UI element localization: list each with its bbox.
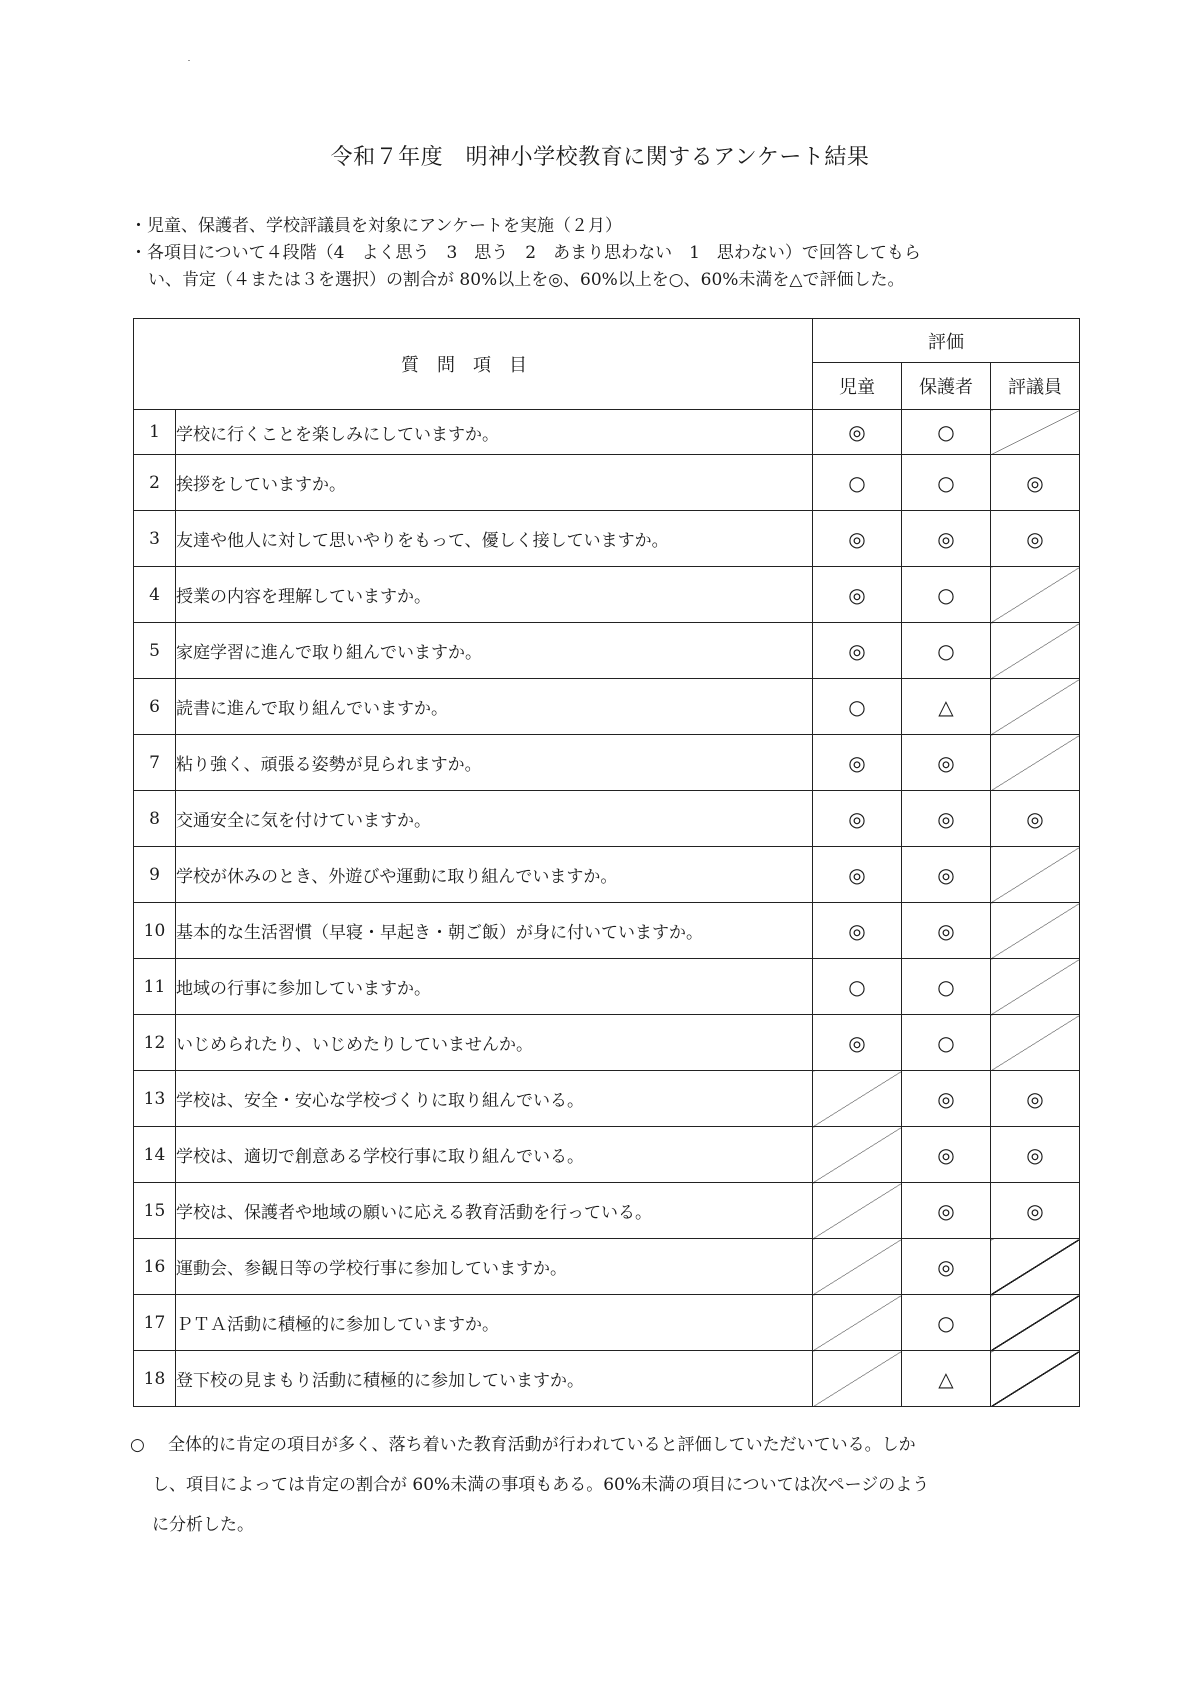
table-row [134,735,1080,791]
intro-notes [130,213,1090,294]
parents-rating: ◎ [902,791,991,847]
councilors-rating-not-applicable [991,959,1080,1015]
row-number: 13 [134,1071,176,1127]
students-rating: ◎ [813,511,902,567]
question-text: ＰＴＡ活動に積極的に参加していますか。 [176,1295,813,1351]
parents-rating: ◎ [902,1239,991,1295]
parents-rating: △ [902,1351,991,1407]
parents-rating: ○ [902,1015,991,1071]
question-text: 運動会、参観日等の学校行事に参加していますか。 [176,1239,813,1295]
question-text: 家庭学習に進んで取り組んでいますか。 [176,623,813,679]
row-number: 4 [134,567,176,623]
row-number: 17 [134,1295,176,1351]
parents-rating: ○ [902,410,991,455]
students-rating-not-applicable [813,1295,902,1351]
evaluation-header: 評価 [813,319,1080,363]
councilors-rating: ◎ [991,1183,1080,1239]
table-row [134,1183,1080,1239]
table-row [134,1295,1080,1351]
row-number: 11 [134,959,176,1015]
table-row [134,511,1080,567]
row-number: 18 [134,1351,176,1407]
question-text: 友達や他人に対して思いやりをもって、優しく接していますか。 [176,511,813,567]
table-row [134,903,1080,959]
intro-line-2: ・各項目について４段階（4 よく思う 3 思う 2 あまり思わない 1 思わない）で回答してもら [130,243,921,263]
table-row [134,1239,1080,1295]
summary-text-1: 全体的に肯定の項目が多く、落ち着いた教育活動が行われていると評価していただいている。しか [168,1435,916,1455]
question-text: いじめられたり、いじめたりしていませんか。 [176,1015,813,1071]
intro-line-3: い、肯定（４または３を選択）の割合が 80%以上を◎、60%以上を○、60%未満を△で評価した。 [148,270,905,290]
parents-rating: ○ [902,623,991,679]
councilors-rating-not-applicable [991,623,1080,679]
parents-rating: ◎ [902,1071,991,1127]
parents-rating: ◎ [902,903,991,959]
question-text: 地域の行事に参加していますか。 [176,959,813,1015]
parents-rating: ○ [902,455,991,511]
students-rating: ○ [813,455,902,511]
row-number: 9 [134,847,176,903]
students-rating-not-applicable [813,1183,902,1239]
parents-rating: △ [902,679,991,735]
survey-body [134,410,1080,1407]
question-text: 基本的な生活習慣（早寝・早起き・朝ご飯）が身に付いていますか。 [176,903,813,959]
table-row [134,847,1080,903]
parents-rating: ◎ [902,847,991,903]
students-rating: ◎ [813,410,902,455]
parents-rating: ◎ [902,1183,991,1239]
row-number: 12 [134,1015,176,1071]
students-rating: ◎ [813,623,902,679]
summary-line-3: に分析した。 [152,1515,254,1535]
councilors-rating: ◎ [991,1071,1080,1127]
students-rating-not-applicable [813,1351,902,1407]
question-header: 質問項目 [134,319,813,410]
parents-rating: ○ [902,959,991,1015]
students-rating: ◎ [813,1015,902,1071]
councilors-rating-not-applicable [991,679,1080,735]
councilors-rating-not-applicable [991,1295,1080,1351]
row-number: 10 [134,903,176,959]
students-rating: ○ [813,679,902,735]
summary-line-1 [130,1425,1080,1465]
table-row [134,1015,1080,1071]
page-title: 令和７年度 明神小学校教育に関するアンケート結果 [330,145,870,170]
councilors-rating-not-applicable [991,903,1080,959]
question-text: 学校は、安全・安心な学校づくりに取り組んでいる。 [176,1071,813,1127]
councilors-rating-not-applicable [991,1351,1080,1407]
councilors-rating-not-applicable [991,567,1080,623]
row-number: 5 [134,623,176,679]
row-number: 15 [134,1183,176,1239]
parents-rating: ◎ [902,735,991,791]
councilors-rating: ◎ [991,511,1080,567]
row-number: 14 [134,1127,176,1183]
parents-rating: ◎ [902,1127,991,1183]
table-row [134,567,1080,623]
table-row [134,791,1080,847]
column-header-councilors: 評議員 [991,363,1080,410]
question-text: 登下校の見まもり活動に積極的に参加していますか。 [176,1351,813,1407]
row-number: 8 [134,791,176,847]
table-row [134,1351,1080,1407]
table-row [134,959,1080,1015]
table-row [134,410,1080,455]
parents-rating: ○ [902,567,991,623]
table-row [134,1071,1080,1127]
table-row [134,1127,1080,1183]
row-number: 16 [134,1239,176,1295]
row-number: 7 [134,735,176,791]
question-text: 学校に行くことを楽しみにしていますか。 [176,410,813,455]
question-text: 読書に進んで取り組んでいますか。 [176,679,813,735]
summary-bullet: ○ [130,1435,145,1455]
students-rating: ◎ [813,847,902,903]
summary-paragraph [130,1425,1080,1545]
students-rating: ◎ [813,567,902,623]
summary-line-2: し、項目によっては肯定の割合が 60%未満の事項もある。60%未満の項目については次ページのよう [152,1475,930,1495]
councilors-rating-not-applicable [991,410,1080,455]
parents-rating: ○ [902,1295,991,1351]
table-row [134,623,1080,679]
row-number: 6 [134,679,176,735]
table-row [134,455,1080,511]
councilors-rating: ◎ [991,791,1080,847]
question-text: 学校は、適切で創意ある学校行事に取り組んでいる。 [176,1127,813,1183]
students-rating: ◎ [813,735,902,791]
councilors-rating: ◎ [991,455,1080,511]
students-rating: ◎ [813,791,902,847]
question-text: 学校は、保護者や地域の願いに応える教育活動を行っている。 [176,1183,813,1239]
students-rating-not-applicable [813,1127,902,1183]
row-number: 3 [134,511,176,567]
table-row [134,679,1080,735]
intro-line-1: ・児童、保護者、学校評議員を対象にアンケートを実施（２月） [130,216,622,236]
question-text: 授業の内容を理解していますか。 [176,567,813,623]
row-number: 1 [134,410,176,455]
councilors-rating-not-applicable [991,1239,1080,1295]
councilors-rating-not-applicable [991,847,1080,903]
scan-speck [188,60,190,61]
question-text: 交通安全に気を付けていますか。 [176,791,813,847]
students-rating: ○ [813,959,902,1015]
column-header-parents: 保護者 [902,363,991,410]
question-text: 学校が休みのとき、外遊びや運動に取り組んでいますか。 [176,847,813,903]
parents-rating: ◎ [902,511,991,567]
councilors-rating: ◎ [991,1127,1080,1183]
councilors-rating-not-applicable [991,1015,1080,1071]
survey-results-table [133,318,1080,1407]
column-header-students: 児童 [813,363,902,410]
students-rating-not-applicable [813,1239,902,1295]
students-rating: ◎ [813,903,902,959]
councilors-rating-not-applicable [991,735,1080,791]
students-rating-not-applicable [813,1071,902,1127]
question-text: 挨拶をしていますか。 [176,455,813,511]
question-text: 粘り強く、頑張る姿勢が見られますか。 [176,735,813,791]
row-number: 2 [134,455,176,511]
